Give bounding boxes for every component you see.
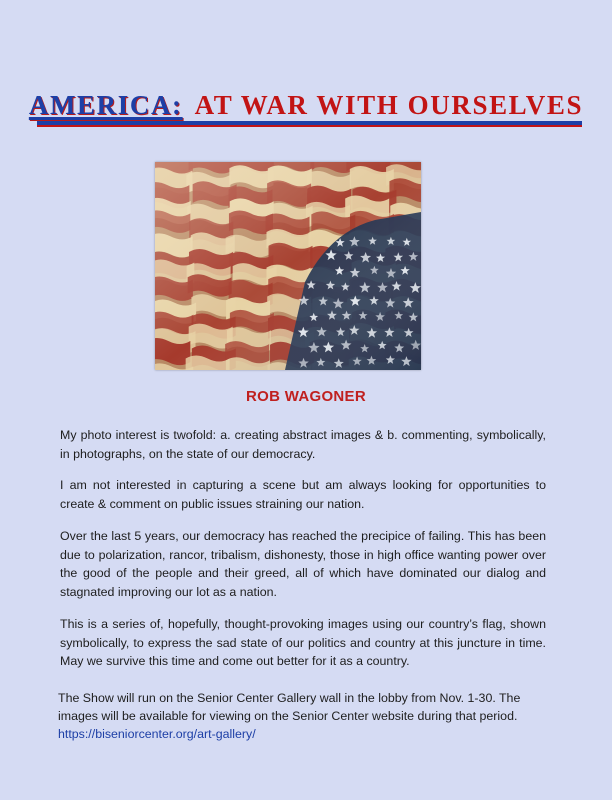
page-title <box>0 90 612 121</box>
title-subtitle: AT WAR WITH OURSELVES <box>194 90 584 120</box>
flag-artwork-image <box>155 162 421 370</box>
show-info <box>58 689 558 743</box>
author-name: ROB WAGONER <box>246 388 366 405</box>
gallery-link[interactable]: https://biseniorcenter.org/art-gallery/ <box>58 727 256 741</box>
paragraph-photo-interest: My photo interest is twofold: a. creating abstract images & b. commenting, symbolically, in photographs, on the state of our democracy. <box>60 428 546 461</box>
paragraph-public-issues: I am not interested in capturing a scene but am always looking for opportunities to create & comment on public issues straining our nation. <box>60 478 546 511</box>
flag-artwork-graphic <box>155 162 421 370</box>
paragraph-democracy: Over the last 5 years, our democracy has reached the precipice of failing. This has been due to polarization, rancor, tribalism, dishonesty, those in high office wanting power over the good of the people and their greed, all of which have dominated our dialog and stagnated improving our lot as a nation. <box>60 529 546 599</box>
title-america: AMERICA: <box>28 90 183 120</box>
paragraph-series: This is a series of, hopefully, thought-provoking images using our country’s flag, shown symbolically, to express the sad state of our politics and country at this juncture in time. May we survive this time and come out better for it as a country. <box>60 617 546 668</box>
show-details: The Show will run on the Senior Center Gallery wall in the lobby from Nov. 1-30. The images will be available for viewing on the Senior Center website during that period. <box>58 691 521 723</box>
title-underline <box>37 121 582 127</box>
